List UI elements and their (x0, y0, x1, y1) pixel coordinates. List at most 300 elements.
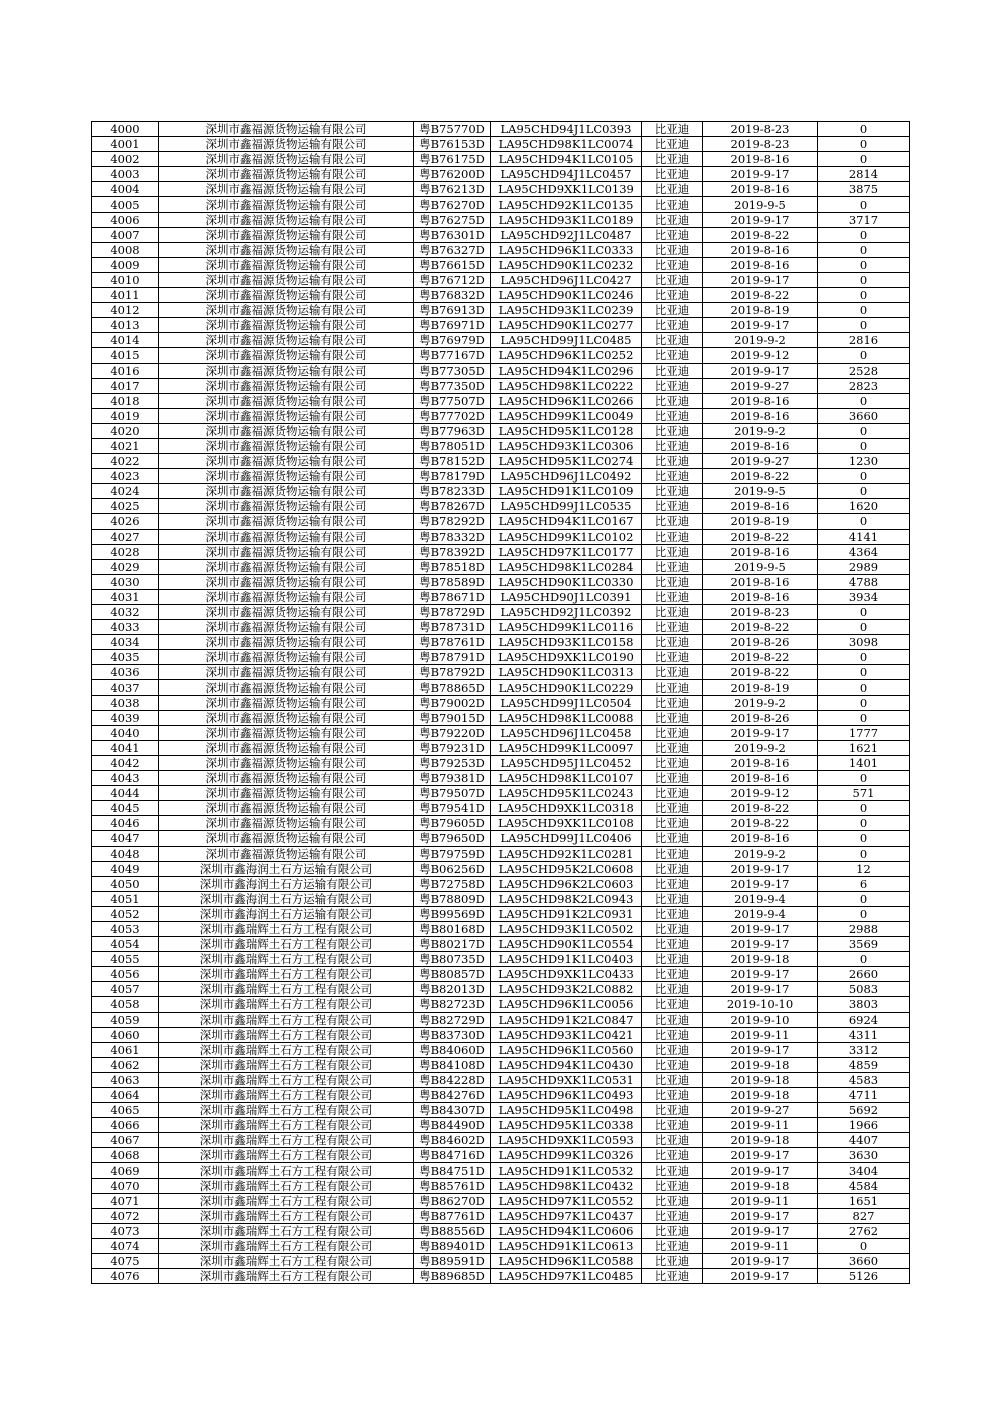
row-index-cell: 4063 (92, 1072, 159, 1087)
value-cell: 0 (818, 771, 910, 786)
vin-code-cell: LA95CHD97K1LC0552 (491, 1193, 642, 1208)
table-row (92, 197, 910, 212)
table-row (92, 1072, 910, 1087)
row-index-cell: 4044 (92, 786, 159, 801)
table-row (92, 1269, 910, 1284)
plate-number-cell: 粤B89685D (414, 1269, 491, 1284)
table-row (92, 650, 910, 665)
brand-cell: 比亚迪 (642, 1088, 703, 1103)
value-cell: 0 (818, 952, 910, 967)
brand-cell: 比亚迪 (642, 423, 703, 438)
company-name-cell: 深圳市鑫瑞辉土石方工程有限公司 (159, 967, 414, 982)
plate-number-cell: 粤B84602D (414, 1133, 491, 1148)
company-name-cell: 深圳市鑫瑞辉土石方工程有限公司 (159, 1193, 414, 1208)
vin-code-cell: LA95CHD98K1LC0432 (491, 1178, 642, 1193)
value-cell: 0 (818, 1238, 910, 1253)
table-row (92, 937, 910, 952)
row-index-cell: 4006 (92, 212, 159, 227)
date-cell: 2019-9-17 (703, 1148, 818, 1163)
value-cell: 4583 (818, 1072, 910, 1087)
table-row (92, 393, 910, 408)
value-cell: 0 (818, 227, 910, 242)
brand-cell: 比亚迪 (642, 1042, 703, 1057)
table-row (92, 1012, 910, 1027)
brand-cell: 比亚迪 (642, 288, 703, 303)
vin-code-cell: LA95CHD96K1LC0056 (491, 997, 642, 1012)
table-row (92, 1238, 910, 1253)
company-name-cell: 深圳市鑫福源货物运输有限公司 (159, 167, 414, 182)
company-name-cell: 深圳市鑫瑞辉土石方工程有限公司 (159, 1238, 414, 1253)
value-cell: 4364 (818, 544, 910, 559)
plate-number-cell: 粤B79541D (414, 801, 491, 816)
company-name-cell: 深圳市鑫福源货物运输有限公司 (159, 665, 414, 680)
date-cell: 2019-9-11 (703, 1118, 818, 1133)
vin-code-cell: LA95CHD99K1LC0049 (491, 408, 642, 423)
row-index-cell: 4066 (92, 1118, 159, 1133)
value-cell: 0 (818, 620, 910, 635)
vin-code-cell: LA95CHD96K1LC0560 (491, 1042, 642, 1057)
table-row (92, 755, 910, 770)
vin-code-cell: LA95CHD93K1LC0239 (491, 303, 642, 318)
plate-number-cell: 粤B84751D (414, 1163, 491, 1178)
table-row (92, 333, 910, 348)
plate-number-cell: 粤B78731D (414, 620, 491, 635)
company-name-cell: 深圳市鑫福源货物运输有限公司 (159, 393, 414, 408)
brand-cell: 比亚迪 (642, 333, 703, 348)
brand-cell: 比亚迪 (642, 484, 703, 499)
vin-code-cell: LA95CHD91K1LC0403 (491, 952, 642, 967)
vin-code-cell: LA95CHD96K2LC0603 (491, 876, 642, 891)
date-cell: 2019-9-2 (703, 333, 818, 348)
vin-code-cell: LA95CHD94K1LC0105 (491, 152, 642, 167)
value-cell: 6924 (818, 1012, 910, 1027)
row-index-cell: 4072 (92, 1208, 159, 1223)
plate-number-cell: 粤B79002D (414, 695, 491, 710)
company-name-cell: 深圳市鑫福源货物运输有限公司 (159, 544, 414, 559)
vin-code-cell: LA95CHD96K1LC0252 (491, 348, 642, 363)
vin-code-cell: LA95CHD97K1LC0485 (491, 1269, 642, 1284)
value-cell: 3875 (818, 182, 910, 197)
row-index-cell: 4017 (92, 378, 159, 393)
value-cell: 0 (818, 393, 910, 408)
vin-code-cell: LA95CHD99K1LC0097 (491, 740, 642, 755)
value-cell: 4711 (818, 1088, 910, 1103)
date-cell: 2019-9-17 (703, 937, 818, 952)
brand-cell: 比亚迪 (642, 1208, 703, 1223)
date-cell: 2019-8-22 (703, 469, 818, 484)
vin-code-cell: LA95CHD94K1LC0167 (491, 514, 642, 529)
plate-number-cell: 粤B80857D (414, 967, 491, 982)
value-cell: 0 (818, 801, 910, 816)
table-row (92, 257, 910, 272)
date-cell: 2019-8-16 (703, 242, 818, 257)
vin-code-cell: LA95CHD99J1LC0535 (491, 499, 642, 514)
plate-number-cell: 粤B78671D (414, 589, 491, 604)
company-name-cell: 深圳市鑫瑞辉土石方工程有限公司 (159, 1027, 414, 1042)
date-cell: 2019-9-5 (703, 484, 818, 499)
table-row (92, 635, 910, 650)
brand-cell: 比亚迪 (642, 650, 703, 665)
vin-code-cell: LA95CHD96K1LC0588 (491, 1254, 642, 1269)
table-row (92, 514, 910, 529)
company-name-cell: 深圳市鑫福源货物运输有限公司 (159, 740, 414, 755)
company-name-cell: 深圳市鑫福源货物运输有限公司 (159, 771, 414, 786)
plate-number-cell: 粤B82013D (414, 982, 491, 997)
value-cell: 2528 (818, 363, 910, 378)
vin-code-cell: LA95CHD99J1LC0504 (491, 695, 642, 710)
brand-cell: 比亚迪 (642, 378, 703, 393)
brand-cell: 比亚迪 (642, 635, 703, 650)
table-row (92, 1133, 910, 1148)
value-cell: 4407 (818, 1133, 910, 1148)
row-index-cell: 4030 (92, 574, 159, 589)
table-row (92, 559, 910, 574)
brand-cell: 比亚迪 (642, 755, 703, 770)
vin-code-cell: LA95CHD90J1LC0391 (491, 589, 642, 604)
vin-code-cell: LA95CHD92K1LC0281 (491, 846, 642, 861)
company-name-cell: 深圳市鑫瑞辉土石方工程有限公司 (159, 952, 414, 967)
date-cell: 2019-8-16 (703, 393, 818, 408)
table-row (92, 906, 910, 921)
plate-number-cell: 粤B76275D (414, 212, 491, 227)
value-cell: 0 (818, 257, 910, 272)
vin-code-cell: LA95CHD9XK1LC0593 (491, 1133, 642, 1148)
value-cell: 0 (818, 122, 910, 137)
value-cell: 12 (818, 861, 910, 876)
table-row (92, 544, 910, 559)
date-cell: 2019-9-17 (703, 1269, 818, 1284)
table-row (92, 529, 910, 544)
table-row (92, 469, 910, 484)
row-index-cell: 4071 (92, 1193, 159, 1208)
row-index-cell: 4004 (92, 182, 159, 197)
vin-code-cell: LA95CHD95K1LC0243 (491, 786, 642, 801)
table-row (92, 710, 910, 725)
company-name-cell: 深圳市鑫福源货物运输有限公司 (159, 846, 414, 861)
company-name-cell: 深圳市鑫瑞辉土石方工程有限公司 (159, 1254, 414, 1269)
brand-cell: 比亚迪 (642, 771, 703, 786)
value-cell: 1621 (818, 740, 910, 755)
company-name-cell: 深圳市鑫瑞辉土石方工程有限公司 (159, 1072, 414, 1087)
row-index-cell: 4001 (92, 137, 159, 152)
company-name-cell: 深圳市鑫福源货物运输有限公司 (159, 801, 414, 816)
row-index-cell: 4040 (92, 725, 159, 740)
row-index-cell: 4053 (92, 921, 159, 936)
plate-number-cell: 粤B76175D (414, 152, 491, 167)
table-row (92, 1254, 910, 1269)
plate-number-cell: 粤B79650D (414, 831, 491, 846)
table-row (92, 272, 910, 287)
value-cell: 3803 (818, 997, 910, 1012)
row-index-cell: 4037 (92, 680, 159, 695)
row-index-cell: 4057 (92, 982, 159, 997)
brand-cell: 比亚迪 (642, 680, 703, 695)
table-row (92, 801, 910, 816)
row-index-cell: 4073 (92, 1223, 159, 1238)
date-cell: 2019-9-4 (703, 891, 818, 906)
plate-number-cell: 粤B78518D (414, 559, 491, 574)
brand-cell: 比亚迪 (642, 1254, 703, 1269)
brand-cell: 比亚迪 (642, 152, 703, 167)
row-index-cell: 4075 (92, 1254, 159, 1269)
brand-cell: 比亚迪 (642, 469, 703, 484)
row-index-cell: 4050 (92, 876, 159, 891)
brand-cell: 比亚迪 (642, 1163, 703, 1178)
plate-number-cell: 粤B83730D (414, 1027, 491, 1042)
brand-cell: 比亚迪 (642, 921, 703, 936)
plate-number-cell: 粤B77350D (414, 378, 491, 393)
plate-number-cell: 粤B79253D (414, 755, 491, 770)
company-name-cell: 深圳市鑫福源货物运输有限公司 (159, 227, 414, 242)
date-cell: 2019-9-5 (703, 197, 818, 212)
date-cell: 2019-9-18 (703, 1057, 818, 1072)
brand-cell: 比亚迪 (642, 982, 703, 997)
plate-number-cell: 粤B76913D (414, 303, 491, 318)
vin-code-cell: LA95CHD99K1LC0116 (491, 620, 642, 635)
brand-cell: 比亚迪 (642, 997, 703, 1012)
table-row (92, 1042, 910, 1057)
row-index-cell: 4064 (92, 1088, 159, 1103)
value-cell: 1966 (818, 1118, 910, 1133)
brand-cell: 比亚迪 (642, 1133, 703, 1148)
company-name-cell: 深圳市鑫福源货物运输有限公司 (159, 529, 414, 544)
value-cell: 3660 (818, 408, 910, 423)
plate-number-cell: 粤B84307D (414, 1103, 491, 1118)
company-name-cell: 深圳市鑫瑞辉土石方工程有限公司 (159, 1208, 414, 1223)
table-row (92, 318, 910, 333)
brand-cell: 比亚迪 (642, 605, 703, 620)
brand-cell: 比亚迪 (642, 167, 703, 182)
vin-code-cell: LA95CHD93K1LC0502 (491, 921, 642, 936)
company-name-cell: 深圳市鑫瑞辉土石方工程有限公司 (159, 1042, 414, 1057)
company-name-cell: 深圳市鑫福源货物运输有限公司 (159, 197, 414, 212)
row-index-cell: 4009 (92, 257, 159, 272)
plate-number-cell: 粤B79381D (414, 771, 491, 786)
row-index-cell: 4016 (92, 363, 159, 378)
date-cell: 2019-8-16 (703, 755, 818, 770)
value-cell: 0 (818, 605, 910, 620)
brand-cell: 比亚迪 (642, 499, 703, 514)
value-cell: 0 (818, 484, 910, 499)
value-cell: 0 (818, 438, 910, 453)
company-name-cell: 深圳市鑫瑞辉土石方工程有限公司 (159, 1178, 414, 1193)
plate-number-cell: 粤B84108D (414, 1057, 491, 1072)
company-name-cell: 深圳市鑫福源货物运输有限公司 (159, 725, 414, 740)
plate-number-cell: 粤B79759D (414, 846, 491, 861)
value-cell: 2816 (818, 333, 910, 348)
company-name-cell: 深圳市鑫瑞辉土石方工程有限公司 (159, 1163, 414, 1178)
value-cell: 0 (818, 272, 910, 287)
row-index-cell: 4005 (92, 197, 159, 212)
table-row (92, 605, 910, 620)
vin-code-cell: LA95CHD9XK1LC0318 (491, 801, 642, 816)
table-row (92, 363, 910, 378)
value-cell: 2660 (818, 967, 910, 982)
plate-number-cell: 粤B76213D (414, 182, 491, 197)
company-name-cell: 深圳市鑫瑞辉土石方工程有限公司 (159, 1223, 414, 1238)
brand-cell: 比亚迪 (642, 1223, 703, 1238)
brand-cell: 比亚迪 (642, 393, 703, 408)
date-cell: 2019-8-16 (703, 544, 818, 559)
date-cell: 2019-9-18 (703, 1133, 818, 1148)
table-row (92, 861, 910, 876)
value-cell: 4141 (818, 529, 910, 544)
company-name-cell: 深圳市鑫瑞辉土石方工程有限公司 (159, 997, 414, 1012)
plate-number-cell: 粤B78792D (414, 665, 491, 680)
date-cell: 2019-9-17 (703, 725, 818, 740)
row-index-cell: 4028 (92, 544, 159, 559)
plate-number-cell: 粤B84276D (414, 1088, 491, 1103)
company-name-cell: 深圳市鑫海润土石方运输有限公司 (159, 906, 414, 921)
table-row (92, 484, 910, 499)
table-row (92, 680, 910, 695)
row-index-cell: 4020 (92, 423, 159, 438)
vin-code-cell: LA95CHD95J1LC0452 (491, 755, 642, 770)
company-name-cell: 深圳市鑫福源货物运输有限公司 (159, 484, 414, 499)
company-name-cell: 深圳市鑫福源货物运输有限公司 (159, 680, 414, 695)
brand-cell: 比亚迪 (642, 1012, 703, 1027)
row-index-cell: 4068 (92, 1148, 159, 1163)
vin-code-cell: LA95CHD96J1LC0427 (491, 272, 642, 287)
table-row (92, 1208, 910, 1223)
date-cell: 2019-8-19 (703, 680, 818, 695)
brand-cell: 比亚迪 (642, 1118, 703, 1133)
brand-cell: 比亚迪 (642, 1148, 703, 1163)
table-row (92, 227, 910, 242)
company-name-cell: 深圳市鑫福源货物运输有限公司 (159, 348, 414, 363)
row-index-cell: 4046 (92, 816, 159, 831)
brand-cell: 比亚迪 (642, 514, 703, 529)
plate-number-cell: 粤B79231D (414, 740, 491, 755)
company-name-cell: 深圳市鑫福源货物运输有限公司 (159, 589, 414, 604)
table-row (92, 740, 910, 755)
vin-code-cell: LA95CHD94K1LC0296 (491, 363, 642, 378)
company-name-cell: 深圳市鑫福源货物运输有限公司 (159, 182, 414, 197)
company-name-cell: 深圳市鑫福源货物运输有限公司 (159, 423, 414, 438)
table-row (92, 242, 910, 257)
date-cell: 2019-8-26 (703, 635, 818, 650)
value-cell: 0 (818, 288, 910, 303)
vin-code-cell: LA95CHD91K1LC0109 (491, 484, 642, 499)
brand-cell: 比亚迪 (642, 1178, 703, 1193)
vin-code-cell: LA95CHD92J1LC0392 (491, 605, 642, 620)
value-cell: 5126 (818, 1269, 910, 1284)
table-row (92, 574, 910, 589)
table-row (92, 876, 910, 891)
brand-cell: 比亚迪 (642, 695, 703, 710)
vin-code-cell: LA95CHD95K1LC0274 (491, 454, 642, 469)
vin-code-cell: LA95CHD93K1LC0158 (491, 635, 642, 650)
row-index-cell: 4060 (92, 1027, 159, 1042)
row-index-cell: 4024 (92, 484, 159, 499)
vin-code-cell: LA95CHD90K1LC0229 (491, 680, 642, 695)
table-row (92, 408, 910, 423)
brand-cell: 比亚迪 (642, 303, 703, 318)
vin-code-cell: LA95CHD95K2LC0608 (491, 861, 642, 876)
date-cell: 2019-10-10 (703, 997, 818, 1012)
vin-code-cell: LA95CHD96K1LC0266 (491, 393, 642, 408)
plate-number-cell: 粤B89591D (414, 1254, 491, 1269)
row-index-cell: 4043 (92, 771, 159, 786)
value-cell: 0 (818, 695, 910, 710)
plate-number-cell: 粤B84060D (414, 1042, 491, 1057)
date-cell: 2019-9-27 (703, 1103, 818, 1118)
plate-number-cell: 粤B78761D (414, 635, 491, 650)
value-cell: 4311 (818, 1027, 910, 1042)
vin-code-cell: LA95CHD9XK1LC0108 (491, 816, 642, 831)
value-cell: 2814 (818, 167, 910, 182)
brand-cell: 比亚迪 (642, 137, 703, 152)
row-index-cell: 4012 (92, 303, 159, 318)
brand-cell: 比亚迪 (642, 242, 703, 257)
date-cell: 2019-8-23 (703, 137, 818, 152)
brand-cell: 比亚迪 (642, 408, 703, 423)
brand-cell: 比亚迪 (642, 937, 703, 952)
date-cell: 2019-8-22 (703, 288, 818, 303)
company-name-cell: 深圳市鑫福源货物运输有限公司 (159, 212, 414, 227)
table-row (92, 1223, 910, 1238)
row-index-cell: 4049 (92, 861, 159, 876)
value-cell: 2762 (818, 1223, 910, 1238)
company-name-cell: 深圳市鑫福源货物运输有限公司 (159, 454, 414, 469)
brand-cell: 比亚迪 (642, 454, 703, 469)
value-cell: 3717 (818, 212, 910, 227)
plate-number-cell: 粤B76270D (414, 197, 491, 212)
plate-number-cell: 粤B78051D (414, 438, 491, 453)
company-name-cell: 深圳市鑫福源货物运输有限公司 (159, 408, 414, 423)
vin-code-cell: LA95CHD93K2LC0882 (491, 982, 642, 997)
date-cell: 2019-9-17 (703, 212, 818, 227)
plate-number-cell: 粤B76327D (414, 242, 491, 257)
brand-cell: 比亚迪 (642, 589, 703, 604)
vin-code-cell: LA95CHD98K1LC0107 (491, 771, 642, 786)
vin-code-cell: LA95CHD98K1LC0088 (491, 710, 642, 725)
date-cell: 2019-8-16 (703, 408, 818, 423)
plate-number-cell: 粤B76301D (414, 227, 491, 242)
company-name-cell: 深圳市鑫瑞辉土石方工程有限公司 (159, 1088, 414, 1103)
brand-cell: 比亚迪 (642, 952, 703, 967)
date-cell: 2019-8-22 (703, 620, 818, 635)
row-index-cell: 4000 (92, 122, 159, 137)
value-cell: 1401 (818, 755, 910, 770)
plate-number-cell: 粤B99569D (414, 906, 491, 921)
brand-cell: 比亚迪 (642, 861, 703, 876)
plate-number-cell: 粤B06256D (414, 861, 491, 876)
vin-code-cell: LA95CHD91K2LC0847 (491, 1012, 642, 1027)
table-row (92, 438, 910, 453)
date-cell: 2019-9-17 (703, 876, 818, 891)
row-index-cell: 4010 (92, 272, 159, 287)
company-name-cell: 深圳市鑫海润土石方运输有限公司 (159, 876, 414, 891)
vin-code-cell: LA95CHD94J1LC0457 (491, 167, 642, 182)
brand-cell: 比亚迪 (642, 1057, 703, 1072)
vin-code-cell: LA95CHD90K1LC0232 (491, 257, 642, 272)
value-cell: 0 (818, 423, 910, 438)
plate-number-cell: 粤B86270D (414, 1193, 491, 1208)
table-row (92, 620, 910, 635)
vin-code-cell: LA95CHD97K1LC0437 (491, 1208, 642, 1223)
brand-cell: 比亚迪 (642, 740, 703, 755)
company-name-cell: 深圳市鑫福源货物运输有限公司 (159, 137, 414, 152)
value-cell: 4859 (818, 1057, 910, 1072)
brand-cell: 比亚迪 (642, 574, 703, 589)
value-cell: 1777 (818, 725, 910, 740)
table-row (92, 1103, 910, 1118)
date-cell: 2019-9-17 (703, 363, 818, 378)
row-index-cell: 4031 (92, 589, 159, 604)
value-cell: 0 (818, 891, 910, 906)
row-index-cell: 4056 (92, 967, 159, 982)
